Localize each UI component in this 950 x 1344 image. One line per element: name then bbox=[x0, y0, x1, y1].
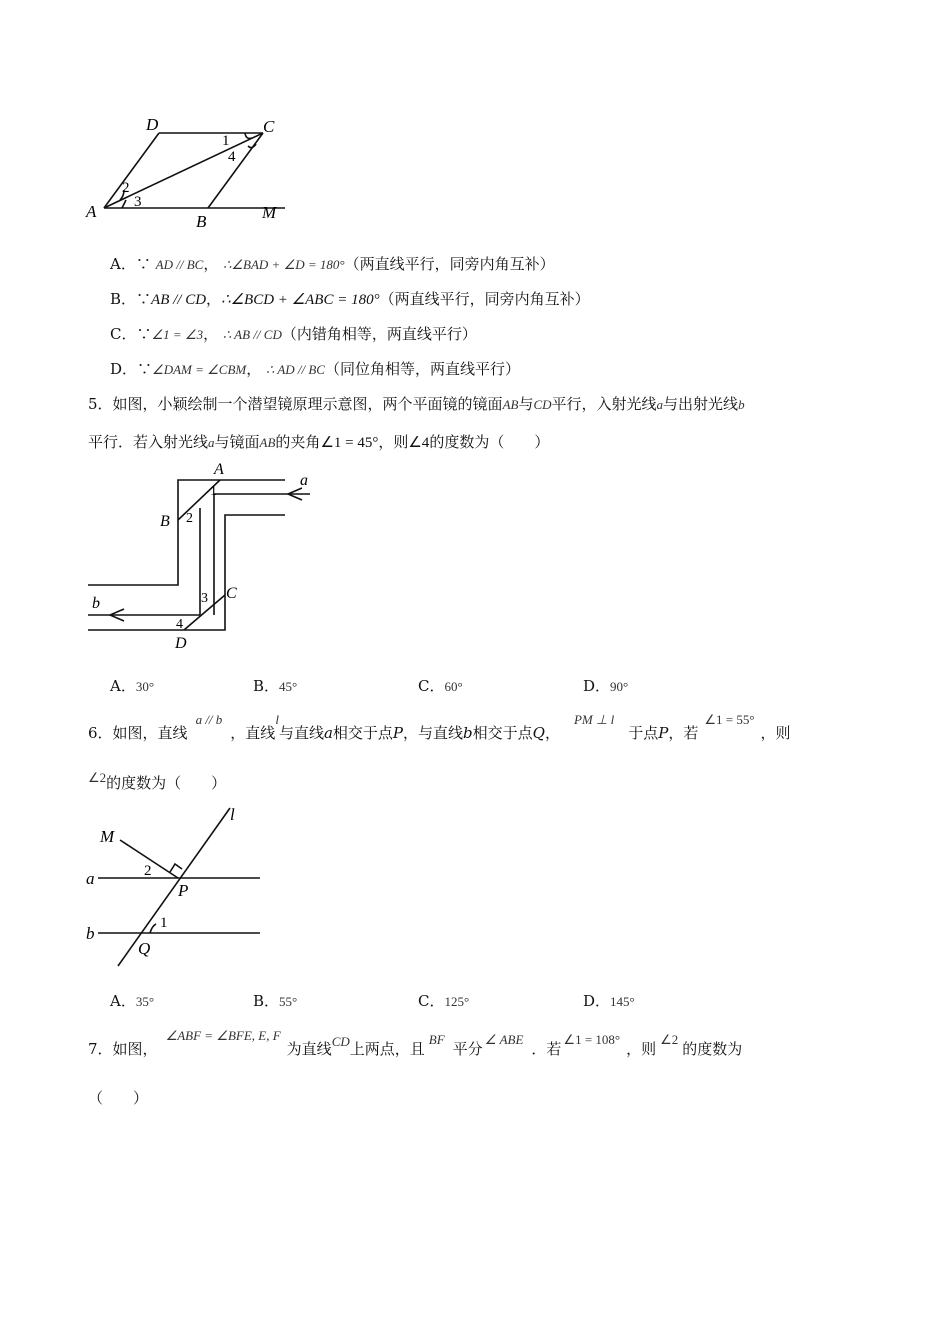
stem-text: 平分 bbox=[452, 1040, 483, 1058]
answer-brackets: （ ） bbox=[88, 1089, 149, 1107]
q4-option-d[interactable] bbox=[110, 358, 520, 379]
option-value: 45° bbox=[279, 679, 298, 694]
math-a: a bbox=[656, 397, 664, 412]
label-b-point: B bbox=[160, 513, 170, 530]
q6-option-b[interactable] bbox=[253, 990, 297, 1011]
reason-text: （同位角相等，两直线平行） bbox=[324, 360, 520, 378]
option-value: 60° bbox=[444, 679, 463, 694]
label-d: D bbox=[146, 115, 159, 134]
segment-ad bbox=[104, 133, 159, 208]
right-angle-mark bbox=[170, 864, 182, 872]
separator: ， bbox=[206, 290, 222, 308]
stem-text: 的度数为（ ） bbox=[106, 774, 227, 792]
option-letter: C． bbox=[418, 677, 445, 695]
label-b-ray: b bbox=[92, 595, 100, 612]
label-a-ray: a bbox=[300, 472, 308, 489]
q6-option-a[interactable] bbox=[110, 990, 154, 1011]
label-q: Q bbox=[138, 939, 151, 958]
stem-text: 如图，直线 bbox=[112, 724, 188, 742]
stem-text: ，与直线 bbox=[403, 724, 464, 742]
math-angle: ∠1 = 45° bbox=[320, 435, 379, 451]
q4-option-c[interactable] bbox=[110, 323, 477, 344]
math-expression: AD // BC bbox=[155, 257, 204, 272]
q5-option-a[interactable] bbox=[110, 675, 154, 696]
stem-text: 的度数为 bbox=[682, 1040, 743, 1058]
stem-text: 与直线 bbox=[278, 724, 324, 742]
option-letter: D． bbox=[583, 677, 611, 695]
angle-arc-1 bbox=[150, 924, 156, 933]
stem-text: ， bbox=[544, 724, 560, 742]
stem-text: 为直线 bbox=[286, 1040, 332, 1058]
label-angle-1: 1 bbox=[160, 915, 168, 931]
math-cd: CD bbox=[331, 1034, 350, 1049]
stem-text: ，直线 bbox=[230, 724, 276, 742]
angle-arc-3 bbox=[122, 200, 126, 208]
q5-stem-line-2 bbox=[88, 431, 549, 452]
var-q: Q bbox=[532, 724, 545, 742]
segment-ac bbox=[104, 133, 263, 208]
option-letter: C． bbox=[110, 325, 137, 343]
math-angle-1: ∠1 = 108° bbox=[563, 1032, 621, 1047]
option-value: 30° bbox=[135, 679, 155, 694]
math-pm-perp-l: PM ⊥ l bbox=[573, 712, 615, 727]
stem-text: ，则 bbox=[626, 1040, 657, 1058]
q5-option-b[interactable] bbox=[253, 675, 297, 696]
periscope-inner bbox=[88, 515, 285, 630]
label-angle-2: 2 bbox=[144, 863, 152, 879]
because-symbol: ∵ bbox=[137, 360, 153, 378]
math-angle-1: ∠1 = 55° bbox=[704, 712, 755, 727]
separator: ， bbox=[203, 325, 219, 343]
var-p: P bbox=[658, 724, 669, 742]
option-letter: C． bbox=[418, 992, 445, 1010]
reason-text: （内错角相等，两直线平行） bbox=[281, 325, 477, 343]
figure-q5-periscope bbox=[80, 460, 320, 655]
stem-text: 如图， bbox=[112, 1040, 158, 1058]
option-letter: B． bbox=[253, 677, 280, 695]
option-value: 55° bbox=[279, 994, 298, 1009]
because-symbol: ∵ bbox=[135, 255, 151, 273]
q5-stem-line-1 bbox=[88, 393, 745, 414]
stem-text: 与镜面 bbox=[214, 433, 260, 451]
q4-option-a[interactable] bbox=[110, 253, 555, 274]
stem-text: 如图，小颖绘制一个潜望镜原理示意图，两个平面镜的镜面 bbox=[112, 395, 503, 413]
label-angle-2: 2 bbox=[186, 511, 193, 526]
angle-arc-4 bbox=[248, 144, 256, 148]
label-angle-3: 3 bbox=[201, 591, 208, 606]
math-cd: CD bbox=[533, 397, 552, 412]
label-angle-2: 2 bbox=[122, 180, 130, 196]
separator: ， bbox=[246, 360, 262, 378]
label-m: M bbox=[262, 203, 277, 222]
periscope-outer bbox=[88, 480, 285, 585]
stem-text: 的度数为（ ） bbox=[429, 433, 550, 451]
label-b: B bbox=[196, 212, 207, 231]
option-value: 90° bbox=[610, 679, 629, 694]
reason-text: （两直线平行，同旁内角互补） bbox=[379, 290, 590, 308]
q5-option-d[interactable] bbox=[583, 675, 628, 696]
stem-text: 平行．若入射光线 bbox=[88, 433, 209, 451]
stem-text: 相交于点 bbox=[472, 724, 533, 742]
math-angle-2: ∠2 bbox=[660, 1032, 679, 1047]
label-angle-3: 3 bbox=[134, 194, 142, 210]
option-letter: B． bbox=[253, 992, 280, 1010]
math-angle-2: ∠2 bbox=[88, 770, 107, 785]
stem-text: ，则 bbox=[378, 433, 409, 451]
segment-bc bbox=[208, 133, 263, 208]
label-b: b bbox=[86, 924, 95, 943]
label-angle-1: 1 bbox=[222, 133, 230, 149]
option-value: 35° bbox=[135, 994, 155, 1009]
option-value: 125° bbox=[444, 994, 470, 1009]
math-l: l bbox=[275, 712, 279, 727]
math-bf: BF bbox=[428, 1032, 445, 1047]
math-expression: ∴ AB // CD bbox=[222, 327, 282, 342]
math-ab: AB bbox=[502, 397, 519, 412]
option-letter: A． bbox=[110, 992, 136, 1010]
label-p: P bbox=[178, 881, 189, 900]
q7-stem-line-2 bbox=[88, 1087, 148, 1108]
stem-text: 的夹角 bbox=[275, 433, 321, 451]
q7-stem-line-1 bbox=[88, 1028, 743, 1059]
q6-option-d[interactable] bbox=[583, 990, 635, 1011]
figure-q6-lines bbox=[80, 800, 280, 970]
stem-text: 上两点，且 bbox=[349, 1040, 425, 1058]
math-expression: ∴∠BAD + ∠D = 180° bbox=[223, 257, 345, 272]
label-m: M bbox=[100, 827, 115, 846]
q6-stem-line-1 bbox=[88, 712, 791, 743]
stem-text: 与出射光线 bbox=[663, 395, 739, 413]
math-expression: ∠1 = ∠3 bbox=[151, 327, 204, 342]
because-symbol: ∵ bbox=[136, 325, 152, 343]
stem-text: ，若 bbox=[668, 724, 699, 742]
stem-text: ．若 bbox=[531, 1040, 562, 1058]
question-number: 7． bbox=[88, 1040, 113, 1058]
stem-text: 于点 bbox=[628, 724, 659, 742]
var-b: b bbox=[463, 724, 473, 742]
angle-arc-1 bbox=[245, 133, 252, 138]
label-a: a bbox=[86, 869, 95, 888]
question-number: 6． bbox=[88, 724, 113, 742]
reason-text: （两直线平行，同旁内角互补） bbox=[344, 255, 555, 273]
q4-option-b[interactable] bbox=[110, 288, 590, 309]
math-condition: ∠ABF = ∠BFE, E, F bbox=[165, 1028, 281, 1043]
math-ab: AB bbox=[259, 435, 276, 450]
label-d-point: D bbox=[175, 635, 187, 652]
math-b: b bbox=[738, 397, 745, 412]
option-letter: B． bbox=[110, 290, 137, 308]
q6-option-c[interactable] bbox=[418, 990, 469, 1011]
separator: ， bbox=[203, 255, 219, 273]
label-l: l bbox=[230, 805, 235, 824]
because-symbol: ∵ bbox=[136, 290, 152, 308]
stem-text: 与 bbox=[518, 395, 534, 413]
math-angle: ∠4 bbox=[408, 435, 430, 451]
label-c-point: C bbox=[226, 585, 237, 602]
math-expression: ∴ AD // BC bbox=[266, 362, 325, 377]
stem-text: 相交于点 bbox=[332, 724, 393, 742]
math-a-parallel-b: a // b bbox=[195, 712, 223, 727]
q6-stem-line-2 bbox=[88, 772, 226, 793]
math-angle-abe: ∠ ABE bbox=[484, 1032, 524, 1047]
math-a: a bbox=[208, 435, 215, 450]
label-angle-4: 4 bbox=[228, 149, 236, 165]
option-letter: D． bbox=[110, 360, 138, 378]
option-letter: D． bbox=[583, 992, 611, 1010]
math-expression: AB // CD bbox=[151, 292, 207, 308]
question-number: 5． bbox=[88, 395, 113, 413]
var-p: P bbox=[392, 724, 404, 742]
math-expression: ∴∠BCD + ∠ABC = 180° bbox=[221, 292, 380, 308]
stem-text: 平行，入射光线 bbox=[551, 395, 657, 413]
label-c: C bbox=[263, 117, 275, 136]
option-letter: A． bbox=[110, 677, 136, 695]
stem-text: ，则 bbox=[760, 724, 791, 742]
label-angle-1: 1 bbox=[210, 484, 217, 499]
figure-q4-parallelogram bbox=[80, 110, 320, 235]
option-value: 145° bbox=[610, 994, 635, 1009]
line-l bbox=[118, 808, 230, 966]
label-a-point: A bbox=[214, 461, 224, 478]
option-letter: A． bbox=[110, 255, 136, 273]
math-expression: ∠DAM = ∠CBM bbox=[152, 362, 247, 377]
q5-option-c[interactable] bbox=[418, 675, 463, 696]
label-angle-4: 4 bbox=[176, 617, 183, 632]
var-a: a bbox=[323, 724, 333, 742]
label-a: A bbox=[86, 202, 97, 221]
